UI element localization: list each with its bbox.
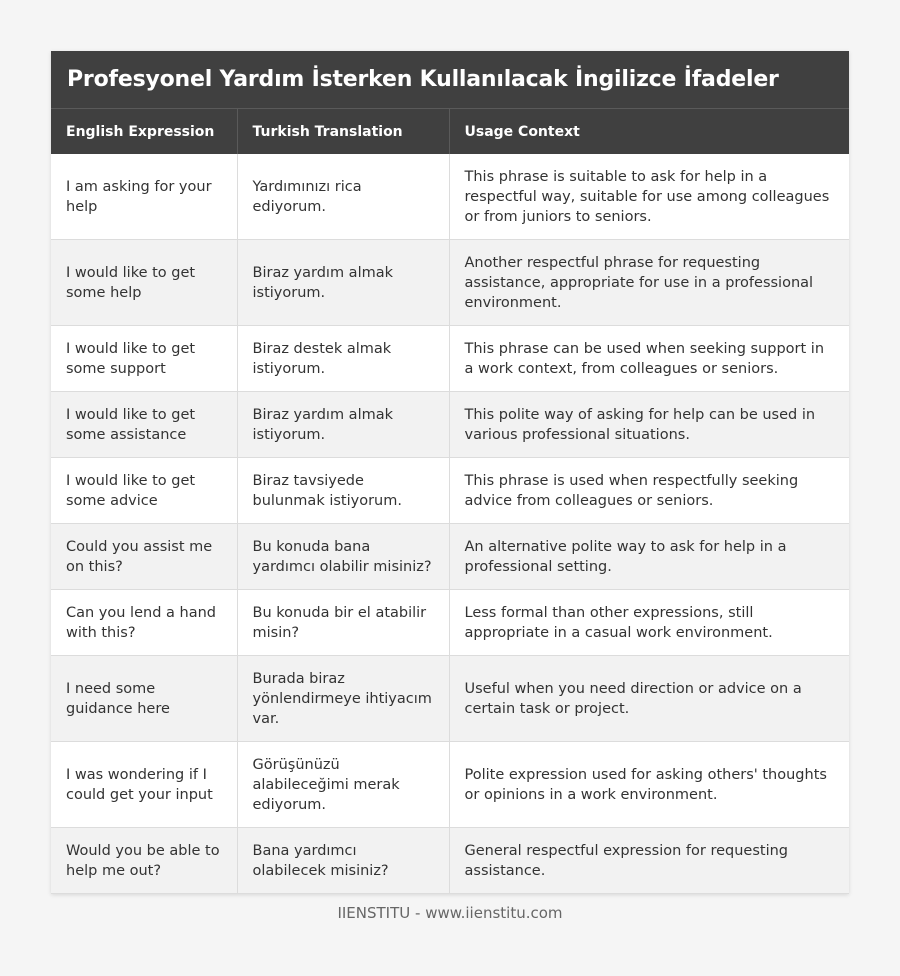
table-row [51, 524, 849, 590]
english-expression-cell: I was wondering if I could get your input [51, 742, 237, 828]
table-row [51, 742, 849, 828]
table-row [51, 458, 849, 524]
usage-context-cell: This phrase is used when respectfully seeking advice from colleagues or seniors. [449, 458, 849, 524]
table-row [51, 828, 849, 894]
table-row [51, 326, 849, 392]
turkish-translation-cell: Görüşünüzü alabileceğimi merak ediyorum. [237, 742, 449, 828]
turkish-translation-cell: Bu konuda bir el atabilir misin? [237, 590, 449, 656]
usage-context-cell: General respectful expression for requesting assistance. [449, 828, 849, 894]
turkish-translation-cell: Burada biraz yönlendirmeye ihtiyacım var. [237, 656, 449, 742]
expressions-table [51, 109, 849, 894]
usage-context-cell: This polite way of asking for help can be used in various professional situations. [449, 392, 849, 458]
column-header-context: Usage Context [449, 109, 849, 154]
table-row [51, 392, 849, 458]
table-row [51, 656, 849, 742]
turkish-translation-cell: Yardımınızı rica ediyorum. [237, 154, 449, 240]
usage-context-cell: This phrase is suitable to ask for help in a respectful way, suitable for use among colleagues or from juniors to seniors. [449, 154, 849, 240]
english-expression-cell: I would like to get some support [51, 326, 237, 392]
table-row [51, 590, 849, 656]
english-expression-cell: Can you lend a hand with this? [51, 590, 237, 656]
usage-context-cell: This phrase can be used when seeking support in a work context, from colleagues or seniors. [449, 326, 849, 392]
table-row [51, 240, 849, 326]
english-expression-cell: I need some guidance here [51, 656, 237, 742]
english-expression-cell: Would you be able to help me out? [51, 828, 237, 894]
turkish-translation-cell: Bana yardımcı olabilecek misiniz? [237, 828, 449, 894]
usage-context-cell: Polite expression used for asking others' thoughts or opinions in a work environment. [449, 742, 849, 828]
column-header-turkish: Turkish Translation [237, 109, 449, 154]
english-expression-cell: I would like to get some help [51, 240, 237, 326]
table-row [51, 154, 849, 240]
turkish-translation-cell: Biraz yardım almak istiyorum. [237, 392, 449, 458]
english-expression-cell: I would like to get some advice [51, 458, 237, 524]
usage-context-cell: Less formal than other expressions, still appropriate in a casual work environment. [449, 590, 849, 656]
footer-credit: IIENSTITU - www.iienstitu.com [337, 904, 563, 922]
turkish-translation-cell: Biraz tavsiyede bulunmak istiyorum. [237, 458, 449, 524]
table-title: Profesyonel Yardım İsterken Kullanılacak İngilizce İfadeler [51, 51, 849, 109]
turkish-translation-cell: Biraz destek almak istiyorum. [237, 326, 449, 392]
english-expression-cell: I am asking for your help [51, 154, 237, 240]
header-row [51, 109, 849, 154]
turkish-translation-cell: Bu konuda bana yardımcı olabilir misiniz? [237, 524, 449, 590]
english-expression-cell: Could you assist me on this? [51, 524, 237, 590]
english-expression-cell: I would like to get some assistance [51, 392, 237, 458]
expressions-card [51, 51, 849, 894]
usage-context-cell: Another respectful phrase for requesting assistance, appropriate for use in a professional environment. [449, 240, 849, 326]
column-header-english: English Expression [51, 109, 237, 154]
usage-context-cell: Useful when you need direction or advice on a certain task or project. [449, 656, 849, 742]
turkish-translation-cell: Biraz yardım almak istiyorum. [237, 240, 449, 326]
usage-context-cell: An alternative polite way to ask for help in a professional setting. [449, 524, 849, 590]
